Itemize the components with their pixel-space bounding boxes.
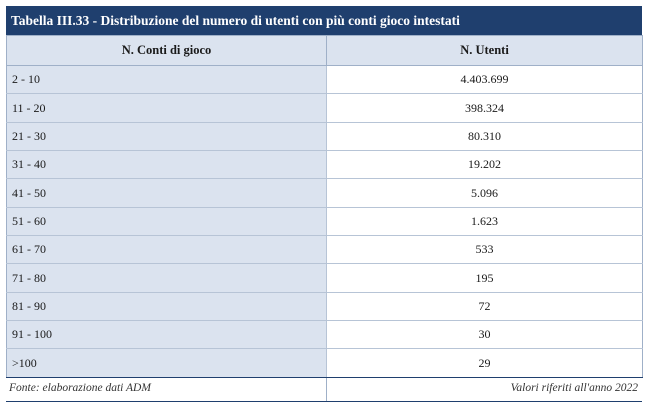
table-row <box>7 321 643 349</box>
table-frame <box>6 6 642 411</box>
data-table <box>6 35 643 378</box>
row-users-cell: 29 <box>327 349 643 377</box>
table-row <box>7 264 643 292</box>
row-users-cell: 195 <box>327 264 643 292</box>
row-range-cell: 31 - 40 <box>7 151 327 179</box>
row-range-cell: 71 - 80 <box>7 264 327 292</box>
row-range-cell: 81 - 90 <box>7 292 327 320</box>
table-footer <box>6 378 642 402</box>
column-header-users: N. Utenti <box>327 36 643 66</box>
header-row <box>7 36 643 66</box>
source-note: Fonte: elaborazione dati ADM <box>9 381 151 394</box>
row-range-cell: 61 - 70 <box>7 236 327 264</box>
row-users-cell: 533 <box>327 236 643 264</box>
table-row <box>7 122 643 150</box>
row-users-cell: 1.623 <box>327 207 643 235</box>
column-header-accounts: N. Conti di gioco <box>7 36 327 66</box>
row-users-cell: 5.096 <box>327 179 643 207</box>
row-range-cell: 2 - 10 <box>7 66 327 94</box>
table-row <box>7 94 643 122</box>
row-range-cell: 21 - 30 <box>7 122 327 150</box>
row-range-cell: 91 - 100 <box>7 321 327 349</box>
row-users-cell: 4.403.699 <box>327 66 643 94</box>
footer-divider <box>326 378 327 401</box>
row-users-cell: 72 <box>327 292 643 320</box>
row-users-cell: 398.324 <box>327 94 643 122</box>
row-range-cell: >100 <box>7 349 327 377</box>
row-range-cell: 41 - 50 <box>7 179 327 207</box>
table-row <box>7 292 643 320</box>
table-row <box>7 236 643 264</box>
reference-year-note: Valori riferiti all'anno 2022 <box>510 381 638 394</box>
row-range-cell: 11 - 20 <box>7 94 327 122</box>
row-range-cell: 51 - 60 <box>7 207 327 235</box>
table-row <box>7 151 643 179</box>
row-users-cell: 80.310 <box>327 122 643 150</box>
table-row <box>7 349 643 377</box>
table-row <box>7 207 643 235</box>
row-users-cell: 30 <box>327 321 643 349</box>
table-row <box>7 66 643 94</box>
table-body <box>7 66 643 378</box>
table-title: Tabella III.33 - Distribuzione del numero di utenti con più conti gioco intestati <box>6 6 642 35</box>
table-row <box>7 179 643 207</box>
row-users-cell: 19.202 <box>327 151 643 179</box>
